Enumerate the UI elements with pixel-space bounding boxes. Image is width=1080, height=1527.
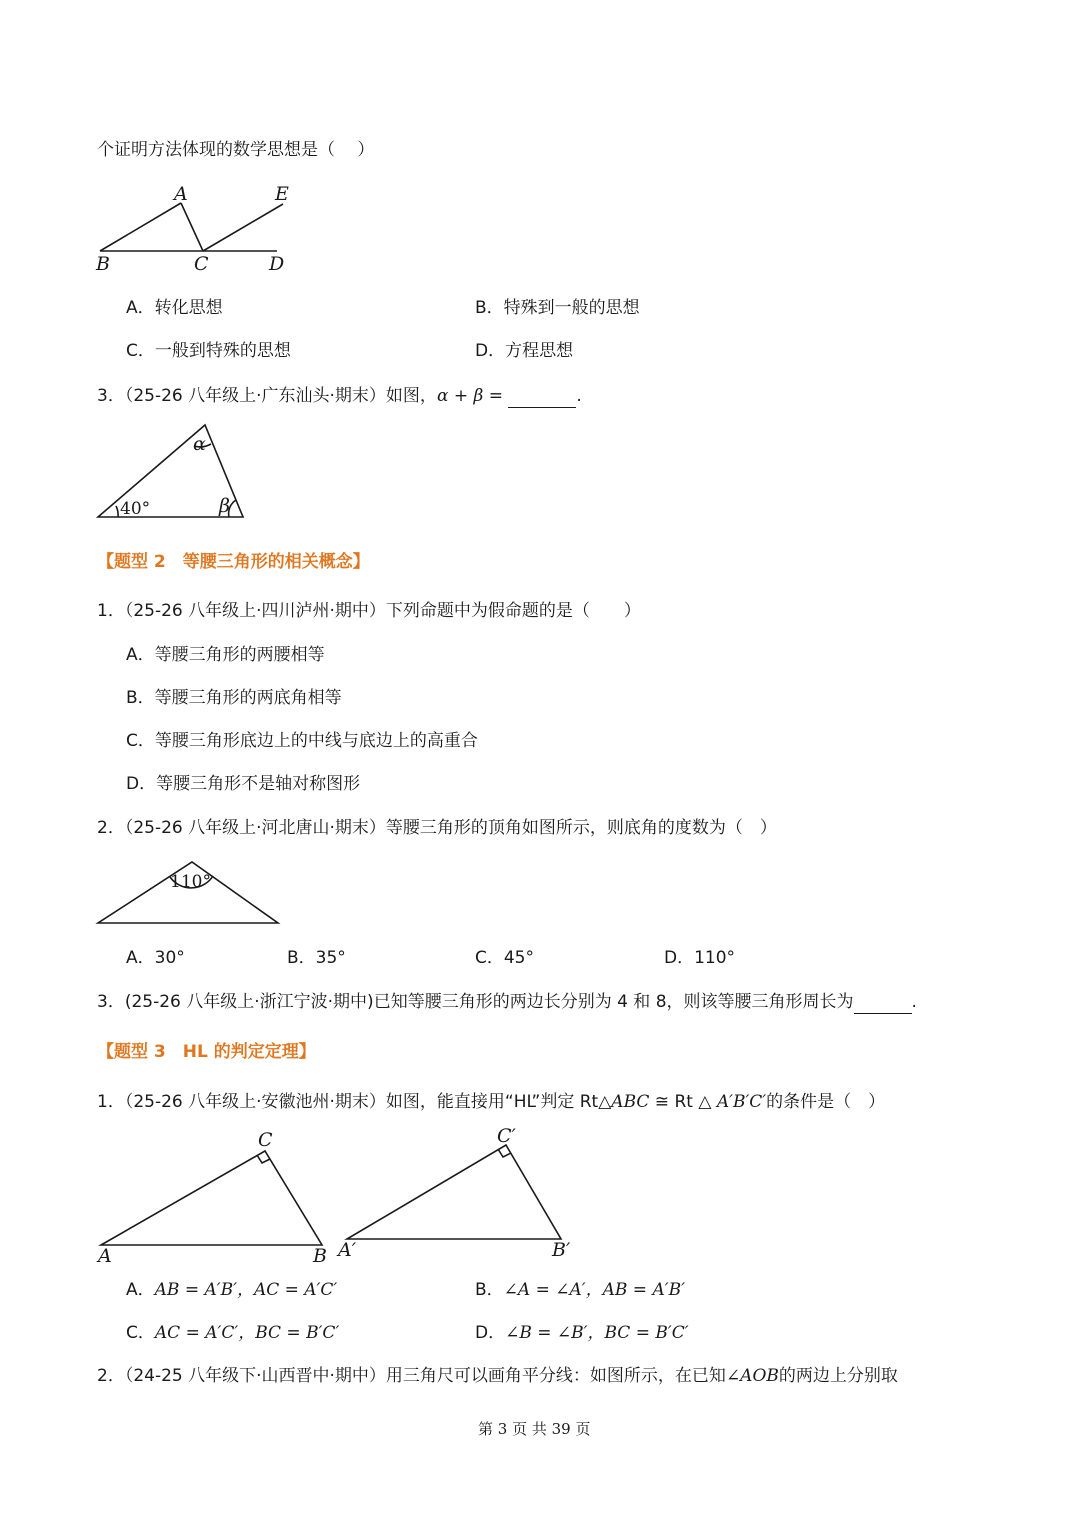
s2-q3-suffix: . xyxy=(911,992,917,1012)
angle-arc-40 xyxy=(116,506,118,517)
s2-q1-option-a: A．等腰三角形的两腰相等 xyxy=(126,645,325,665)
s3-question-2 xyxy=(97,1364,898,1388)
s3-q1-stem-post: 的条件是（ ） xyxy=(766,1092,886,1112)
s3-q1-option-c xyxy=(126,1321,339,1345)
label-b-left: B xyxy=(313,1245,327,1267)
s2-q2-option-d: D．110° xyxy=(664,948,736,968)
s3-q1-option-b xyxy=(475,1278,685,1302)
s3-q1-abc-prime: A′B′C′ xyxy=(716,1092,767,1112)
label-c: C xyxy=(194,253,209,275)
label-e: E xyxy=(275,183,289,205)
label-c-prime: C′ xyxy=(497,1125,516,1147)
label-c-left: C xyxy=(258,1129,273,1151)
line-ac xyxy=(181,203,203,251)
section-title-2: 【题型 2 等腰三角形的相关概念】 xyxy=(97,552,370,572)
triangle-abc xyxy=(101,1151,322,1245)
s2-q1-option-d: D．等腰三角形不是轴对称图形 xyxy=(126,774,361,794)
label-d: D xyxy=(269,253,285,275)
s2-question-1: 1．（25-26 八年级上·四川泸州·期中）下列命题中为假命题的是（ ） xyxy=(97,601,641,621)
question-3-prefix: 3．（25-26 八年级上·广东汕头·期末）如图， xyxy=(97,386,437,406)
s3-q1-option-d xyxy=(475,1321,689,1345)
s3-q1-option-c-math: AC = A′C′，BC = B′C′ xyxy=(154,1323,340,1343)
s3-q1-option-a-label: A． xyxy=(126,1280,155,1300)
label-110-degrees: 110° xyxy=(170,872,211,892)
s3-q1-option-b-math: ∠A = ∠A′，AB = A′B′ xyxy=(503,1280,685,1300)
line-ce xyxy=(203,204,283,251)
option-a: A．转化思想 xyxy=(126,298,223,318)
label-a-prime: A′ xyxy=(338,1239,357,1261)
s3-q1-option-b-label: B． xyxy=(475,1280,504,1300)
s2-q3-stem: 3．(25-26 八年级上·浙江宁波·期中)已知等腰三角形的两边长分别为 4 和 8，则该等腰三角形周长为 xyxy=(97,992,854,1012)
s2-q2-option-b: B．35° xyxy=(287,948,346,968)
label-alpha: α xyxy=(193,433,206,455)
s2-q2-option-a: A．30° xyxy=(126,948,185,968)
s3-q1-abc: ABC xyxy=(611,1092,650,1112)
label-beta: β xyxy=(219,495,230,517)
option-b: B．特殊到一般的思想 xyxy=(475,298,640,318)
label-40-degrees: 40° xyxy=(120,499,151,519)
s3-q1-stem-pre: 1．（25-26 八年级上·安徽池州·期末）如图，能直接用“HL”判定 Rt△ xyxy=(97,1092,612,1112)
s2-q2-option-c: C．45° xyxy=(475,948,535,968)
intro-line: 个证明方法体现的数学思想是（ ） xyxy=(97,140,375,160)
s3-question-1 xyxy=(97,1090,885,1114)
page-footer: 第 3 页 共 39 页 xyxy=(478,1420,591,1438)
question-3-suffix: . xyxy=(576,386,582,406)
s3-q1-option-d-label: D． xyxy=(475,1323,506,1343)
label-a-left: A xyxy=(98,1245,112,1267)
s3-q2-stem-post: 的两边上分别取 xyxy=(778,1366,898,1386)
s2-q1-option-c: C．等腰三角形底边上的中线与底边上的高重合 xyxy=(126,731,478,751)
label-b-prime: B′ xyxy=(552,1239,571,1261)
question-3 xyxy=(97,384,582,408)
option-d: D．方程思想 xyxy=(475,341,574,361)
triangle-abc-prime xyxy=(347,1145,561,1239)
section-title-3: 【题型 3 HL 的判定定理】 xyxy=(97,1042,316,1062)
s3-q2-angle: ∠AOB xyxy=(725,1366,779,1386)
s3-q2-stem-pre: 2．（24-25 八年级下·山西晋中·期中）用三角尺可以画角平分线：如图所示，在已知 xyxy=(97,1366,726,1386)
line-ba xyxy=(100,203,181,251)
s2-question-3 xyxy=(97,990,917,1014)
s2-question-2: 2．（25-26 八年级上·河北唐山·期末）等腰三角形的顶角如图所示，则底角的度数为（ ） xyxy=(97,818,777,838)
s3-q1-option-c-label: C． xyxy=(126,1323,155,1343)
s3-q1-option-a-math: AB = A′B′，AC = A′C′ xyxy=(154,1280,338,1300)
option-c: C．一般到特殊的思想 xyxy=(126,341,291,361)
answer-blank-perimeter xyxy=(854,993,912,1014)
label-a: A xyxy=(174,183,188,205)
s3-q1-option-d-math: ∠B = ∠B′，BC = B′C′ xyxy=(505,1323,689,1343)
s3-q1-stem-mid: ≅ Rt △ xyxy=(649,1092,717,1112)
answer-blank xyxy=(508,387,576,408)
s3-q1-option-a xyxy=(126,1278,337,1302)
question-3-math: α + β = xyxy=(436,386,503,406)
s2-q1-option-b: B．等腰三角形的两底角相等 xyxy=(126,688,342,708)
label-b: B xyxy=(96,253,110,275)
